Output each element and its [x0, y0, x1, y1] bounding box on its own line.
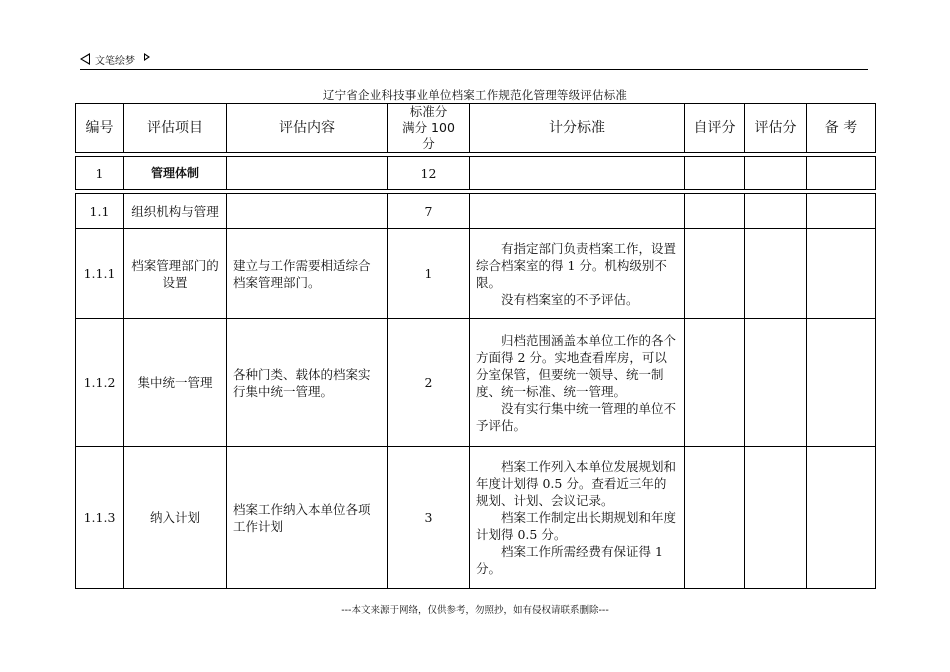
- triangle-left-icon: [80, 53, 90, 65]
- table-row: [76, 447, 876, 589]
- criteria-paragraph: 没有档案室的不予评估。: [501, 291, 639, 307]
- page-header: [80, 50, 868, 70]
- table-row: [76, 194, 876, 229]
- row-eval-score: [745, 447, 807, 589]
- row-criteria: [470, 229, 685, 319]
- criteria-paragraph: 档案工作列入本单位发展规划和年度计划得 0.5 分。查看近三年的规划、计划、会议记录。: [476, 459, 677, 508]
- triangle-right-icon: [144, 53, 150, 61]
- row-criteria: [470, 194, 685, 229]
- brand-label: 文笔绘梦: [95, 56, 135, 67]
- col-header-item: 评估项目: [124, 104, 227, 153]
- row-eval-score: [745, 229, 807, 319]
- row-criteria: [470, 319, 685, 447]
- row-item: 纳入计划: [124, 447, 227, 589]
- col-header-criteria: 计分标准: [470, 104, 685, 153]
- row-item: 管理体制: [124, 157, 227, 190]
- row-criteria: [470, 157, 685, 190]
- row-id: 1.1.1: [76, 229, 124, 319]
- row-id: 1.1.2: [76, 319, 124, 447]
- row-item: 档案管理部门的设置: [124, 229, 227, 319]
- row-eval-score: [745, 319, 807, 447]
- standard-score-line1: 标准分: [409, 104, 448, 119]
- table-row: [76, 319, 876, 447]
- row-score: 3: [388, 447, 470, 589]
- row-note: [807, 319, 876, 447]
- row-note: [807, 447, 876, 589]
- row-score: 1: [388, 229, 470, 319]
- col-header-eval-score: 评估分: [745, 104, 807, 153]
- row-criteria: [470, 447, 685, 589]
- standard-score-line2: 满分 100 分: [402, 120, 455, 151]
- row-eval-score: [745, 194, 807, 229]
- row-id: 1.1: [76, 194, 124, 229]
- criteria-paragraph: 档案工作制定出长期规划和年度计划得 0.5 分。: [476, 510, 677, 542]
- col-header-id: 编号: [76, 104, 124, 153]
- criteria-paragraph: 没有实行集中统一管理的单位不予评估。: [476, 400, 677, 433]
- row-self-score: [685, 319, 745, 447]
- criteria-paragraph: 归档范围涵盖本单位工作的各个方面得 2 分。实地查看库房，可以分室保管，但要统一领导、统一制度、统一标准、统一管理。: [476, 332, 677, 399]
- criteria-paragraph: 有指定部门负责档案工作，设置综合档案室的得 1 分。机构级别不限。: [476, 240, 677, 290]
- col-header-content: 评估内容: [227, 104, 388, 153]
- row-score: 7: [388, 194, 470, 229]
- row-note: [807, 194, 876, 229]
- col-header-note: 备 考: [807, 104, 876, 153]
- col-header-self-score: 自评分: [685, 104, 745, 153]
- row-self-score: [685, 447, 745, 589]
- row-content: 各种门类、载体的档案实行集中统一管理。: [227, 319, 388, 447]
- row-content: [227, 194, 388, 229]
- table-header-row: [76, 104, 876, 153]
- row-note: [807, 157, 876, 190]
- row-score: 2: [388, 319, 470, 447]
- row-content: 建立与工作需要相适综合档案管理部门。: [227, 229, 388, 319]
- row-note: [807, 229, 876, 319]
- table-row: [76, 229, 876, 319]
- row-content: 档案工作纳入本单位各项工作计划: [227, 447, 388, 589]
- row-item: 集中统一管理: [124, 319, 227, 447]
- row-content: [227, 157, 388, 190]
- row-id: 1.1.3: [76, 447, 124, 589]
- row-self-score: [685, 157, 745, 190]
- footer-disclaimer: ---本文来源于网络，仅供参考，勿照抄，如有侵权请联系删除---: [341, 605, 609, 616]
- document-title: 辽宁省企业科技事业单位档案工作规范化管理等级评估标准: [322, 88, 628, 102]
- row-item: 组织机构与管理: [124, 194, 227, 229]
- col-header-standard-score: [388, 104, 470, 153]
- row-id: 1: [76, 157, 124, 190]
- row-eval-score: [745, 157, 807, 190]
- table-row: [76, 157, 876, 190]
- row-self-score: [685, 229, 745, 319]
- row-score: 12: [388, 157, 470, 190]
- evaluation-table: [75, 103, 876, 589]
- row-self-score: [685, 194, 745, 229]
- criteria-paragraph: 档案工作所需经费有保证得 1 分。: [476, 544, 663, 576]
